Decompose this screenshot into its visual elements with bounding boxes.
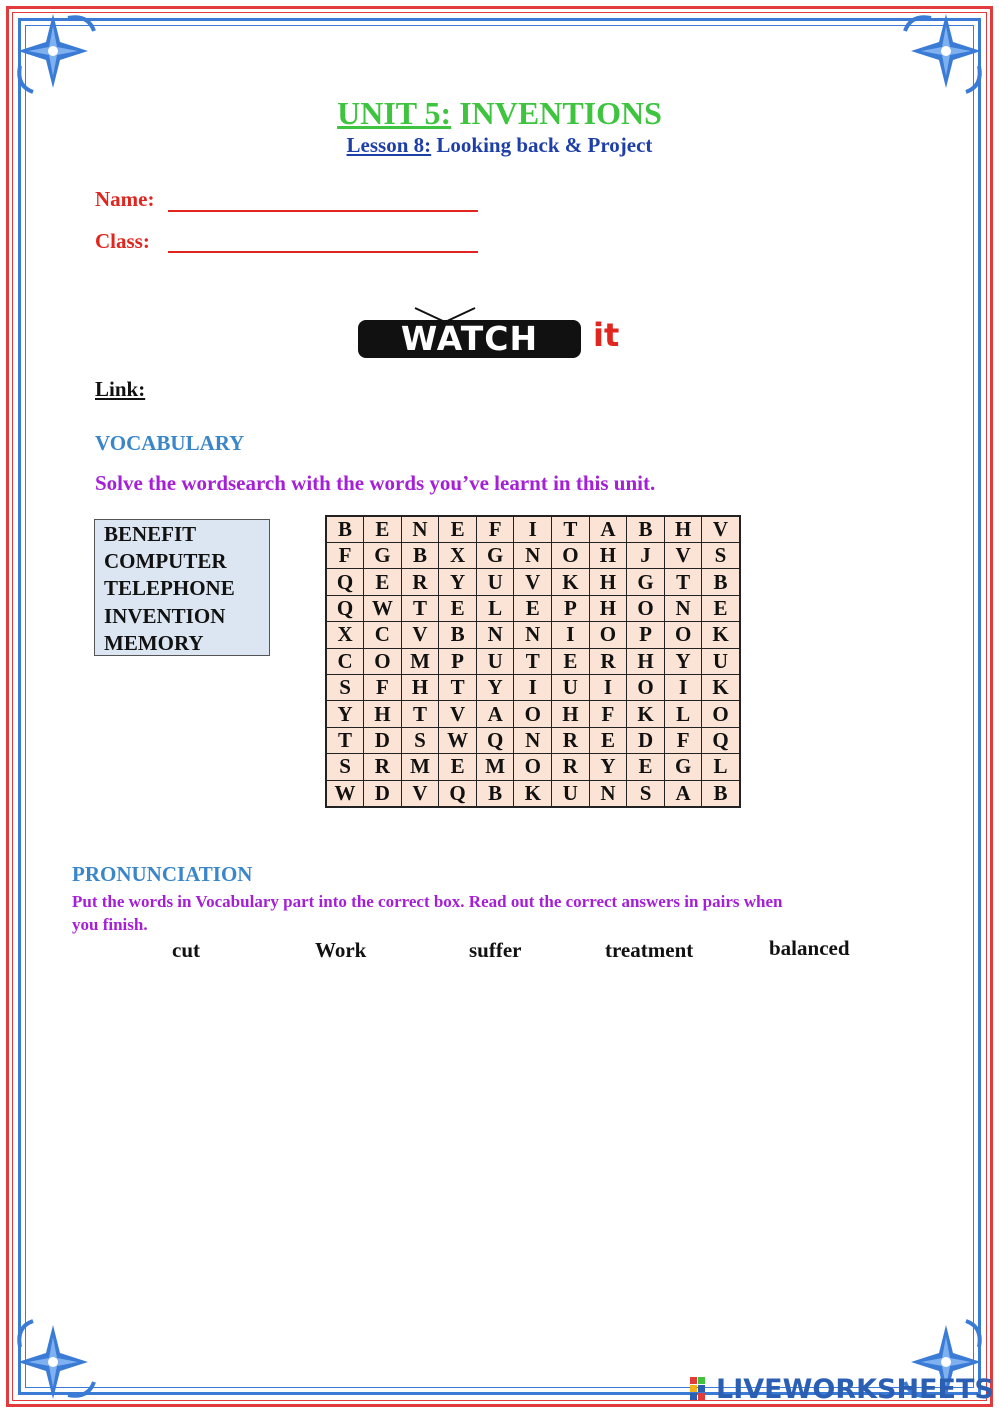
pronunciation-instruction-line: you finish.: [72, 915, 148, 934]
class-label: Class:: [95, 229, 150, 253]
wordsearch-cell[interactable]: B: [627, 516, 665, 543]
wordsearch-cell[interactable]: F: [326, 543, 364, 569]
wordsearch-cell[interactable]: Q: [476, 727, 514, 753]
wordsearch-cell[interactable]: V: [664, 543, 702, 569]
wordsearch-cell[interactable]: I: [664, 674, 702, 700]
wordsearch-cell[interactable]: F: [364, 674, 402, 700]
wordsearch-cell[interactable]: U: [476, 569, 514, 595]
wordsearch-cell[interactable]: F: [476, 516, 514, 543]
wordsearch-cell[interactable]: O: [627, 674, 665, 700]
link-label: Link:: [95, 377, 146, 401]
wordsearch-cell[interactable]: M: [476, 754, 514, 780]
wordsearch-cell[interactable]: O: [514, 701, 552, 727]
wordsearch-cell[interactable]: B: [702, 569, 740, 595]
wordsearch-cell[interactable]: J: [627, 543, 665, 569]
wordsearch-cell[interactable]: V: [401, 622, 439, 648]
liveworksheets-logo: [690, 1374, 994, 1404]
watch-logo-text: WATCH: [358, 320, 581, 358]
wordsearch-cell[interactable]: U: [552, 674, 590, 700]
corner-star-ornament-icon: [8, 1317, 98, 1407]
wordsearch-row: [326, 701, 740, 727]
liveworksheets-brand-text: LIVEWORKSHEETS: [716, 1374, 994, 1405]
wordsearch-cell[interactable]: H: [552, 701, 590, 727]
wordsearch-cell[interactable]: O: [664, 622, 702, 648]
unit-name: INVENTIONS: [451, 95, 662, 131]
wordsearch-row: [326, 543, 740, 569]
class-answer-line[interactable]: [168, 251, 478, 253]
wordsearch-cell[interactable]: E: [439, 754, 477, 780]
wordsearch-cell[interactable]: R: [401, 569, 439, 595]
vocabulary-heading: VOCABULARY: [95, 431, 245, 455]
wordsearch-row: [326, 595, 740, 621]
pronunciation-heading: PRONUNCIATION: [72, 862, 253, 886]
unit-title: [0, 95, 999, 132]
wordsearch-row: [326, 648, 740, 674]
word-list-item: MEMORY: [104, 630, 204, 655]
wordsearch-cell[interactable]: F: [664, 727, 702, 753]
wordsearch-cell[interactable]: S: [326, 754, 364, 780]
wordsearch-cell[interactable]: O: [627, 595, 665, 621]
wordsearch-cell[interactable]: N: [589, 780, 627, 807]
wordsearch-cell[interactable]: T: [326, 727, 364, 753]
pronunciation-instruction: [72, 890, 783, 936]
wordsearch-cell[interactable]: G: [664, 754, 702, 780]
pronunciation-word-draggable[interactable]: suffer: [469, 938, 522, 962]
wordsearch-cell[interactable]: N: [514, 622, 552, 648]
wordsearch-cell[interactable]: S: [627, 780, 665, 807]
wordsearch-cell[interactable]: O: [364, 648, 402, 674]
wordsearch-grid: [325, 515, 741, 808]
word-list-item: COMPUTER: [104, 549, 227, 574]
wordsearch-cell[interactable]: K: [514, 780, 552, 807]
wordsearch-cell[interactable]: N: [476, 622, 514, 648]
wordsearch-row: [326, 674, 740, 700]
wordsearch-cell[interactable]: K: [552, 569, 590, 595]
wordsearch-cell[interactable]: I: [514, 516, 552, 543]
wordsearch-cell[interactable]: E: [364, 516, 402, 543]
wordsearch-cell[interactable]: Q: [439, 780, 477, 807]
wordsearch-cell[interactable]: I: [514, 674, 552, 700]
wordsearch-cell[interactable]: U: [476, 648, 514, 674]
wordsearch-cell[interactable]: P: [552, 595, 590, 621]
wordsearch-cell[interactable]: Y: [439, 569, 477, 595]
wordsearch-cell[interactable]: H: [627, 648, 665, 674]
lesson-prefix: Lesson 8:: [346, 133, 432, 157]
wordsearch-cell[interactable]: N: [514, 543, 552, 569]
wordsearch-cell[interactable]: H: [364, 701, 402, 727]
wordsearch-cell[interactable]: Y: [589, 754, 627, 780]
wordsearch-cell[interactable]: T: [664, 569, 702, 595]
wordsearch-cell[interactable]: Q: [326, 569, 364, 595]
wordsearch-cell[interactable]: G: [364, 543, 402, 569]
wordsearch-cell[interactable]: V: [401, 780, 439, 807]
wordsearch-cell[interactable]: A: [476, 701, 514, 727]
name-label: Name:: [95, 187, 155, 211]
wordsearch-cell[interactable]: T: [552, 516, 590, 543]
wordsearch-row: [326, 727, 740, 753]
wordsearch-cell[interactable]: B: [401, 543, 439, 569]
pronunciation-instruction-line: Put the words in Vocabulary part into the correct box. Read out the correct answers in pairs when: [72, 892, 783, 911]
name-answer-line[interactable]: [168, 210, 478, 212]
wordsearch-cell[interactable]: D: [364, 780, 402, 807]
it-logo-text: it: [593, 316, 620, 354]
wordsearch-cell[interactable]: V: [702, 516, 740, 543]
word-list-box: [94, 519, 270, 656]
wordsearch-cell[interactable]: B: [702, 780, 740, 807]
wordsearch-cell[interactable]: O: [702, 701, 740, 727]
wordsearch-cell[interactable]: R: [364, 754, 402, 780]
watch-it-logo: [355, 306, 640, 362]
wordsearch-cell[interactable]: N: [664, 595, 702, 621]
wordsearch-cell[interactable]: S: [702, 543, 740, 569]
wordsearch-cell[interactable]: F: [589, 701, 627, 727]
lesson-title: [0, 133, 999, 158]
wordsearch-cell[interactable]: O: [514, 754, 552, 780]
pronunciation-word-draggable[interactable]: balanced: [769, 936, 850, 960]
wordsearch-cell[interactable]: N: [401, 516, 439, 543]
wordsearch-cell[interactable]: U: [552, 780, 590, 807]
wordsearch-cell[interactable]: E: [589, 727, 627, 753]
vocabulary-instruction: Solve the wordsearch with the words you’ve learnt in this unit.: [95, 471, 656, 495]
wordsearch-cell[interactable]: E: [364, 569, 402, 595]
wordsearch-cell[interactable]: L: [664, 701, 702, 727]
lesson-name: Looking back & Project: [431, 133, 653, 157]
wordsearch-cell[interactable]: H: [589, 595, 627, 621]
wordsearch-cell[interactable]: I: [589, 674, 627, 700]
wordsearch-cell[interactable]: G: [476, 543, 514, 569]
wordsearch-cell[interactable]: L: [476, 595, 514, 621]
wordsearch-cell[interactable]: H: [589, 569, 627, 595]
pronunciation-word-draggable[interactable]: treatment: [605, 938, 694, 962]
wordsearch-cell[interactable]: P: [439, 648, 477, 674]
wordsearch-cell[interactable]: P: [627, 622, 665, 648]
wordsearch-cell[interactable]: S: [401, 727, 439, 753]
wordsearch-cell[interactable]: T: [439, 674, 477, 700]
wordsearch-cell[interactable]: E: [439, 595, 477, 621]
wordsearch-row: [326, 516, 740, 543]
wordsearch-cell[interactable]: C: [326, 648, 364, 674]
wordsearch-cell[interactable]: H: [664, 516, 702, 543]
wordsearch-cell[interactable]: R: [552, 727, 590, 753]
wordsearch-cell[interactable]: E: [627, 754, 665, 780]
wordsearch-cell[interactable]: T: [401, 595, 439, 621]
wordsearch-cell[interactable]: D: [627, 727, 665, 753]
wordsearch-cell[interactable]: E: [439, 516, 477, 543]
wordsearch-cell[interactable]: M: [401, 648, 439, 674]
wordsearch-cell[interactable]: R: [589, 648, 627, 674]
wordsearch-cell[interactable]: D: [364, 727, 402, 753]
unit-prefix: UNIT 5:: [337, 95, 452, 131]
wordsearch-cell[interactable]: T: [401, 701, 439, 727]
corner-star-ornament-icon: [901, 6, 991, 96]
wordsearch-cell[interactable]: A: [664, 780, 702, 807]
wordsearch-cell[interactable]: E: [552, 648, 590, 674]
wordsearch-cell[interactable]: V: [514, 569, 552, 595]
wordsearch-cell[interactable]: W: [439, 727, 477, 753]
wordsearch-cell[interactable]: I: [552, 622, 590, 648]
wordsearch-cell[interactable]: U: [702, 648, 740, 674]
word-list-item: BENEFIT: [104, 522, 197, 546]
wordsearch-row: [326, 622, 740, 648]
wordsearch-cell[interactable]: W: [326, 780, 364, 807]
wordsearch-cell[interactable]: S: [326, 674, 364, 700]
wordsearch-cell[interactable]: Y: [326, 701, 364, 727]
pronunciation-word-draggable[interactable]: Work: [315, 938, 367, 962]
wordsearch-cell[interactable]: Y: [476, 674, 514, 700]
wordsearch-cell[interactable]: M: [401, 754, 439, 780]
word-list-item: INVENTION: [104, 603, 226, 628]
wordsearch-cell[interactable]: O: [552, 543, 590, 569]
wordsearch-cell[interactable]: E: [514, 595, 552, 621]
wordsearch-cell[interactable]: X: [439, 543, 477, 569]
wordsearch-cell[interactable]: O: [589, 622, 627, 648]
wordsearch-cell[interactable]: H: [401, 674, 439, 700]
wordsearch-cell[interactable]: B: [326, 516, 364, 543]
wordsearch-cell[interactable]: L: [702, 754, 740, 780]
corner-star-ornament-icon: [8, 6, 98, 96]
wordsearch-cell[interactable]: Q: [702, 727, 740, 753]
pronunciation-word-draggable[interactable]: cut: [172, 938, 200, 962]
wordsearch-cell[interactable]: T: [514, 648, 552, 674]
wordsearch-cell[interactable]: R: [552, 754, 590, 780]
wordsearch-cell[interactable]: K: [702, 622, 740, 648]
wordsearch-cell[interactable]: A: [589, 516, 627, 543]
wordsearch-row: [326, 569, 740, 595]
wordsearch-cell[interactable]: K: [627, 701, 665, 727]
wordsearch-cell[interactable]: G: [627, 569, 665, 595]
wordsearch-row: [326, 780, 740, 807]
wordsearch-cell[interactable]: C: [364, 622, 402, 648]
wordsearch-cell[interactable]: V: [439, 701, 477, 727]
wordsearch-row: [326, 754, 740, 780]
wordsearch-cell[interactable]: W: [364, 595, 402, 621]
word-list-item: TELEPHONE: [104, 576, 235, 601]
wordsearch-cell[interactable]: K: [702, 674, 740, 700]
wordsearch-cell[interactable]: E: [702, 595, 740, 621]
wordsearch-cell[interactable]: N: [514, 727, 552, 753]
wordsearch-cell[interactable]: B: [439, 622, 477, 648]
liveworksheets-grid-icon: [690, 1377, 714, 1401]
wordsearch-cell[interactable]: B: [476, 780, 514, 807]
wordsearch-cell[interactable]: Q: [326, 595, 364, 621]
wordsearch-cell[interactable]: H: [589, 543, 627, 569]
wordsearch-cell[interactable]: Y: [664, 648, 702, 674]
wordsearch-cell[interactable]: X: [326, 622, 364, 648]
